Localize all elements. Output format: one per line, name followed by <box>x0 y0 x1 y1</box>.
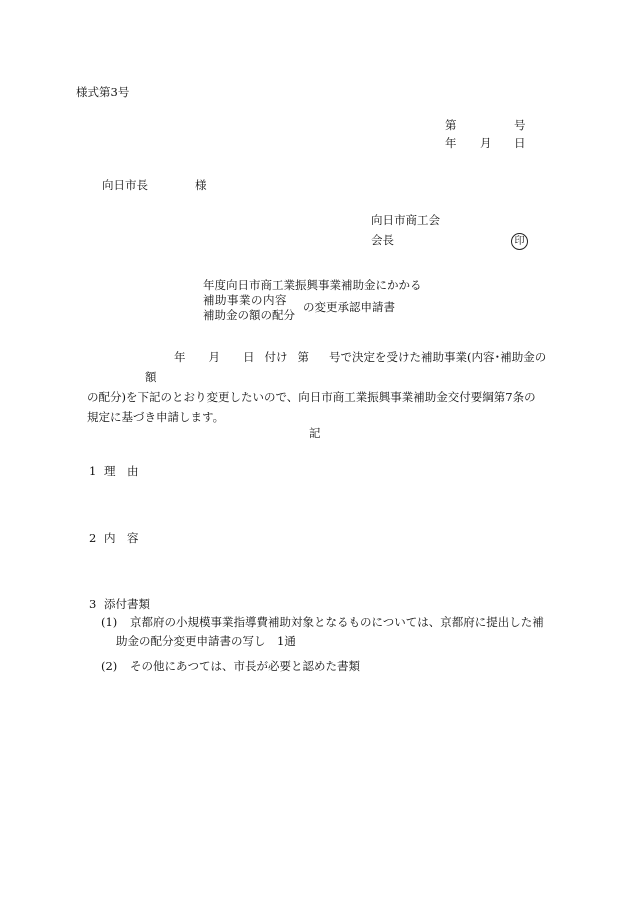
attachment-1-num: (1) <box>101 615 118 629</box>
section-3-label: 添付書類 <box>104 597 150 611</box>
title-line2a: 補助事業の内容 <box>203 293 287 307</box>
doc-number-suffix: 号 <box>514 118 526 132</box>
date-day: 日 <box>514 136 526 150</box>
addressee-name: 向日市長 <box>102 178 148 192</box>
section-1-num: 1 <box>89 464 97 478</box>
attachment-1-line2: 助金の配分変更申請書の写し 1通 <box>116 634 296 648</box>
body-month: 月 <box>208 350 220 364</box>
body-paragraph <box>87 347 551 427</box>
seal-icon: 印 <box>511 233 528 250</box>
doc-number-prefix: 第 <box>445 118 457 132</box>
date-month: 月 <box>480 136 492 150</box>
ki-heading: 記 <box>309 426 321 440</box>
body-duke: 付け <box>264 350 288 364</box>
applicant-title: 会長 <box>371 233 394 247</box>
attachment-2-num: (2) <box>101 659 118 673</box>
attachment-1-line1: 京都府の小規模事業指導費補助対象となるものについては、京都府に提出した補 <box>130 615 544 629</box>
body-line2: の配分)を下記のとおり変更したいので、向日市商工業振興事業補助金交付要綱第7条の <box>87 390 536 404</box>
body-line3: 規定に基づき申請します。 <box>87 410 225 424</box>
attachment-2-line1: その他にあつては、市長が必要と認めた書類 <box>130 659 360 673</box>
title-suffix: の変更承認申請書 <box>303 300 395 314</box>
seal-mark <box>511 233 528 250</box>
body-rest1: 号で決定を受けた補助事業(内容･補助金の額 <box>145 350 547 384</box>
title-line2b: 補助金の額の配分 <box>203 308 295 322</box>
body-year: 年 <box>174 350 186 364</box>
section-2-num: 2 <box>89 531 97 545</box>
title-line1: 年度向日市商工業振興事業補助金にかかる <box>203 278 422 292</box>
section-3-num: 3 <box>89 597 97 611</box>
body-dai: 第 <box>297 350 309 364</box>
section-1-label: 理 由 <box>104 464 139 478</box>
body-day: 日 <box>243 350 255 364</box>
date-year: 年 <box>445 136 457 150</box>
applicant-org: 向日市商工会 <box>371 213 440 227</box>
addressee-honorific: 様 <box>195 178 207 192</box>
section-2-label: 内 容 <box>104 531 139 545</box>
form-number: 様式第3号 <box>76 85 130 99</box>
